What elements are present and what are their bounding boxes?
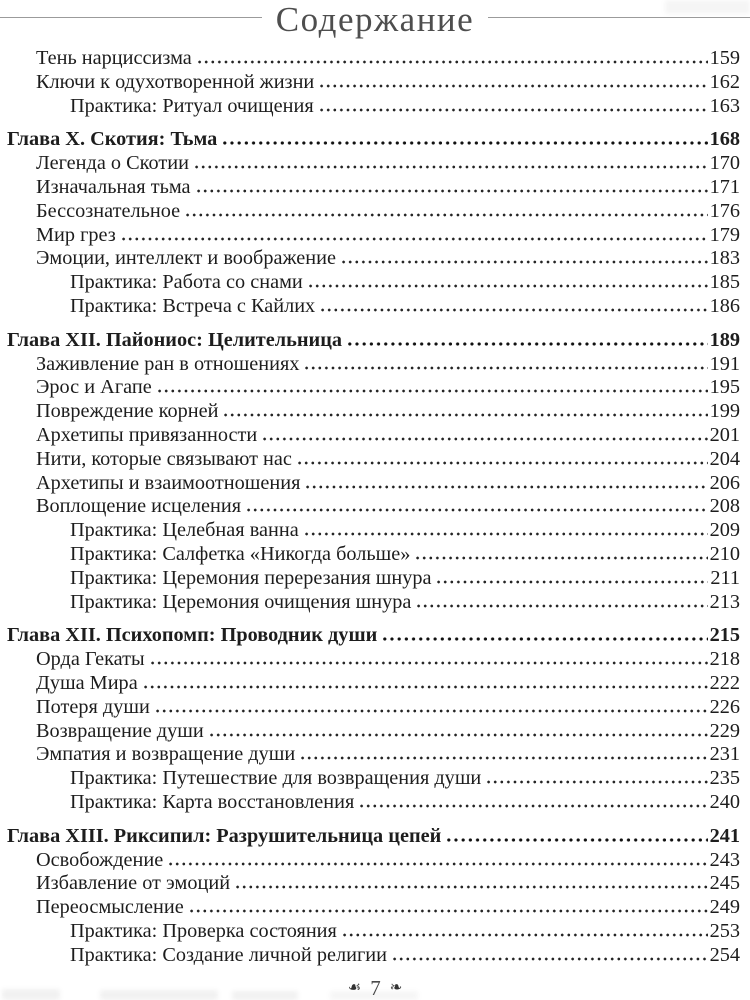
toc-entry-label: Легенда о Скотии bbox=[36, 152, 189, 175]
toc-leader-dots bbox=[236, 885, 708, 889]
toc-entry-label: Освобождение bbox=[36, 848, 164, 871]
scan-smudge bbox=[330, 991, 418, 1000]
toc-leader-dots bbox=[383, 637, 707, 641]
toc-entry-label: Эрос и Агапе bbox=[36, 376, 152, 399]
toc-entry-page: 171 bbox=[709, 175, 740, 198]
toc-entry-page: 249 bbox=[709, 896, 740, 919]
toc-entry-label: Практика: Работа со снами bbox=[70, 271, 303, 294]
toc-leader-dots bbox=[309, 284, 708, 288]
toc-entry bbox=[7, 95, 740, 119]
toc-entry bbox=[7, 920, 740, 944]
toc-entry-page: 243 bbox=[709, 848, 740, 871]
toc-entry bbox=[7, 71, 740, 95]
toc-entry-page: 235 bbox=[709, 767, 740, 790]
toc-leader-dots bbox=[169, 862, 707, 866]
toc-entry-label: Эмпатия и возвращение души bbox=[36, 743, 296, 766]
toc-entry-label: Практика: Проверка состояния bbox=[70, 919, 337, 942]
toc-leader-dots bbox=[151, 661, 708, 665]
toc-leader-dots bbox=[122, 237, 708, 241]
toc-entry bbox=[7, 720, 740, 744]
toc-entry bbox=[7, 353, 740, 377]
toc-entry bbox=[7, 128, 740, 152]
toc-entry-page: 201 bbox=[709, 423, 740, 446]
toc-entry-page: 253 bbox=[709, 919, 740, 942]
toc-entry-label: Мир грез bbox=[36, 223, 116, 246]
toc-entry bbox=[7, 400, 740, 424]
toc-entry bbox=[7, 224, 740, 248]
toc-entry-label: Возвращение души bbox=[36, 719, 204, 742]
toc-entry-label: Воплощение исцеления bbox=[36, 495, 242, 518]
footer-page-number: 7 bbox=[370, 976, 381, 1000]
toc-entry bbox=[7, 329, 740, 353]
toc-entry bbox=[7, 472, 740, 496]
toc-leader-dots bbox=[223, 141, 707, 145]
toc-entry bbox=[7, 791, 740, 815]
scan-smudge bbox=[665, 0, 750, 14]
toc-entry-page: 206 bbox=[709, 471, 740, 494]
toc-entry-page: 215 bbox=[709, 624, 740, 647]
toc-entry bbox=[7, 872, 740, 896]
toc-leader-dots bbox=[305, 366, 707, 370]
toc-entry-label: Тень нарциссизма bbox=[36, 47, 192, 69]
toc-leader-dots bbox=[195, 165, 708, 169]
toc-entry bbox=[7, 567, 740, 591]
toc-leader-dots bbox=[156, 709, 708, 713]
toc-entry-label: Глава X. Скотия: Тьма bbox=[7, 128, 218, 151]
toc-entry-page: 226 bbox=[709, 695, 740, 718]
toc-entry bbox=[7, 543, 740, 567]
toc-leader-dots bbox=[210, 733, 708, 737]
toc-entry bbox=[7, 767, 740, 791]
toc-entry bbox=[7, 424, 740, 448]
toc-entry-page: 254 bbox=[709, 943, 740, 966]
toc-leader-dots bbox=[417, 604, 707, 608]
toc-entry-label: Избавление от эмоций bbox=[36, 872, 231, 895]
toc-leader-dots bbox=[487, 780, 707, 784]
toc-entry-page: 229 bbox=[709, 719, 740, 742]
toc-entry bbox=[7, 696, 740, 720]
toc-entry-page: 189 bbox=[709, 328, 740, 351]
toc-entry-label: Глава XIII. Риксипил: Разрушительница цепей bbox=[7, 824, 442, 847]
toc-entry-page: 213 bbox=[709, 590, 740, 613]
toc-leader-dots bbox=[343, 933, 708, 937]
toc-entry bbox=[7, 47, 740, 71]
toc-leader-dots bbox=[305, 532, 708, 536]
toc-leader-dots bbox=[298, 461, 708, 465]
toc-leader-dots bbox=[416, 556, 707, 560]
toc-entry-page: 162 bbox=[709, 70, 740, 93]
toc-entry-label: Практика: Церемония перерезания шнура bbox=[70, 566, 432, 589]
toc-leader-dots bbox=[186, 213, 707, 217]
toc-entry bbox=[7, 376, 740, 400]
toc-entry bbox=[7, 743, 740, 767]
toc-entry-label: Заживление ран в отношениях bbox=[36, 352, 300, 375]
toc-leader-dots bbox=[437, 580, 708, 584]
toc-entry bbox=[7, 648, 740, 672]
toc-entry-label: Потеря души bbox=[36, 695, 150, 718]
toc-entry-page: 179 bbox=[709, 223, 740, 246]
toc-leader-dots bbox=[198, 60, 708, 64]
toc-leader-dots bbox=[306, 485, 707, 489]
toc-entry-label: Практика: Создание личной религии bbox=[70, 943, 387, 966]
toc-leader-dots bbox=[342, 260, 708, 264]
toc-entry-label: Ключи к одухотворенной жизни bbox=[36, 70, 315, 93]
page-header bbox=[0, 0, 750, 46]
toc-entry-label: Практика: Церемония очищения шнура bbox=[70, 590, 412, 613]
toc-leader-dots bbox=[360, 804, 707, 808]
toc-leader-dots bbox=[197, 189, 708, 193]
toc-entry-label: Орда Гекаты bbox=[36, 648, 145, 671]
toc-entry-label: Глава XII. Пайониос: Целительница bbox=[7, 328, 343, 351]
toc-entry bbox=[7, 849, 740, 873]
toc-leader-dots bbox=[190, 909, 708, 913]
floral-ornament-right-icon: ❧ bbox=[389, 980, 403, 996]
toc-entry-page: 186 bbox=[709, 294, 740, 317]
toc-entry-label: Практика: Ритуал очищения bbox=[70, 94, 314, 117]
toc-entry bbox=[7, 672, 740, 696]
toc-entry bbox=[7, 624, 740, 648]
toc-leader-dots bbox=[263, 437, 707, 441]
scan-smudge bbox=[100, 990, 218, 1000]
table-of-contents bbox=[0, 47, 750, 967]
toc-leader-dots bbox=[301, 756, 707, 760]
toc-entry bbox=[7, 495, 740, 519]
toc-leader-dots bbox=[321, 308, 707, 312]
toc-leader-dots bbox=[447, 838, 707, 842]
toc-entry-page: 199 bbox=[709, 400, 740, 423]
toc-leader-dots bbox=[348, 342, 708, 346]
toc-entry-page: 176 bbox=[709, 199, 740, 222]
toc-entry-page: 163 bbox=[709, 94, 740, 117]
scan-smudge bbox=[232, 991, 298, 1000]
toc-leader-dots bbox=[320, 108, 708, 112]
toc-entry bbox=[7, 591, 740, 615]
toc-entry-label: Практика: Путешествие для возвращения души bbox=[70, 767, 482, 790]
toc-entry-label: Бессознательное bbox=[36, 199, 181, 222]
toc-entry bbox=[7, 200, 740, 224]
toc-entry-page: 245 bbox=[709, 872, 740, 895]
toc-entry bbox=[7, 448, 740, 472]
toc-entry-label: Архетипы привязанности bbox=[36, 423, 258, 446]
toc-entry bbox=[7, 825, 740, 849]
toc-entry-page: 159 bbox=[709, 47, 740, 69]
toc-leader-dots bbox=[158, 389, 708, 393]
toc-entry-page: 240 bbox=[709, 790, 740, 813]
toc-entry-label: Душа Мира bbox=[36, 671, 138, 694]
toc-entry bbox=[7, 247, 740, 271]
toc-entry-page: 210 bbox=[709, 542, 740, 565]
scan-smudge bbox=[2, 989, 60, 1000]
toc-entry bbox=[7, 519, 740, 543]
toc-entry-label: Практика: Встреча с Кайлих bbox=[70, 294, 316, 317]
toc-entry-page: 231 bbox=[709, 743, 740, 766]
toc-entry-page: 168 bbox=[709, 128, 740, 151]
toc-leader-dots bbox=[144, 685, 708, 689]
toc-entry-label: Эмоции, интеллект и воображение bbox=[36, 247, 336, 270]
toc-entry-page: 195 bbox=[709, 376, 740, 399]
toc-leader-dots bbox=[247, 508, 708, 512]
toc-entry-label: Переосмысление bbox=[36, 896, 184, 919]
toc-entry-page: 241 bbox=[709, 824, 740, 847]
toc-entry-label: Изначальная тьма bbox=[36, 175, 191, 198]
toc-entry bbox=[7, 176, 740, 200]
toc-entry bbox=[7, 271, 740, 295]
toc-entry-page: 183 bbox=[709, 247, 740, 270]
toc-entry-label: Повреждение корней bbox=[36, 400, 219, 423]
toc-entry-label: Практика: Салфетка «Никогда больше» bbox=[70, 542, 411, 565]
toc-entry bbox=[7, 896, 740, 920]
toc-entry-label: Глава XII. Психопомп: Проводник души bbox=[7, 624, 378, 647]
toc-entry bbox=[7, 152, 740, 176]
toc-entry-page: 211 bbox=[710, 566, 740, 589]
toc-leader-dots bbox=[320, 84, 707, 88]
toc-entry-page: 191 bbox=[709, 352, 740, 375]
toc-entry-page: 170 bbox=[709, 152, 740, 175]
toc-entry-page: 208 bbox=[709, 495, 740, 518]
toc-entry-label: Архетипы и взаимоотношения bbox=[36, 471, 301, 494]
floral-ornament-left-icon: ☙ bbox=[347, 980, 362, 996]
toc-entry-page: 209 bbox=[709, 519, 740, 542]
toc-leader-dots bbox=[393, 957, 708, 961]
toc-entry bbox=[7, 944, 740, 968]
toc-entry bbox=[7, 295, 740, 319]
toc-entry-page: 218 bbox=[709, 648, 740, 671]
toc-entry-label: Практика: Целебная ванна bbox=[70, 519, 299, 542]
toc-entry-page: 222 bbox=[709, 671, 740, 694]
page-title: Содержание bbox=[262, 0, 488, 40]
toc-leader-dots bbox=[224, 413, 707, 417]
toc-entry-label: Практика: Карта восстановления bbox=[70, 790, 355, 813]
toc-entry-page: 204 bbox=[709, 447, 740, 470]
toc-entry-label: Нити, которые связывают нас bbox=[36, 447, 292, 470]
toc-entry-page: 185 bbox=[709, 271, 740, 294]
